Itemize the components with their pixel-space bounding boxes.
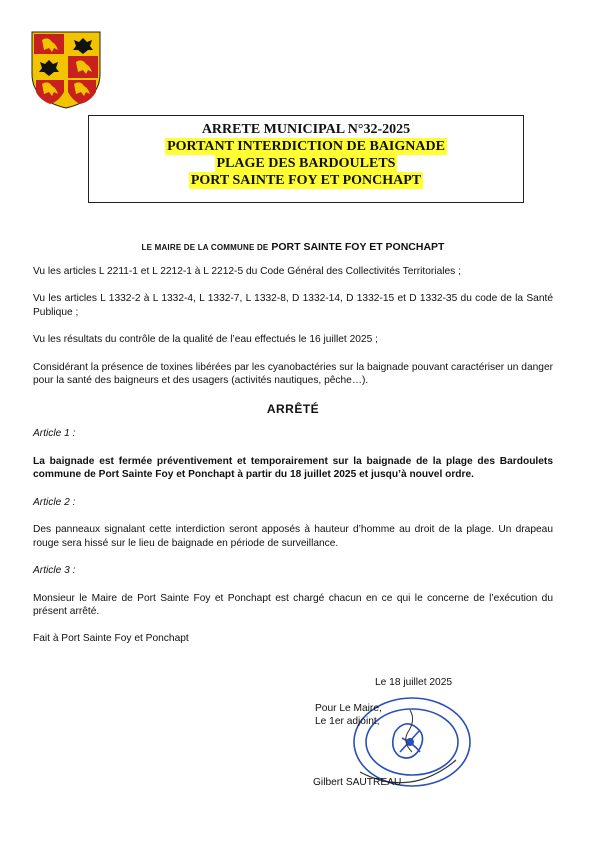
decree-commune: PORT SAINTE FOY ET PONCHAPT — [190, 173, 422, 188]
signature-date: Le 18 juillet 2025 — [375, 677, 453, 688]
signatory-name: Gilbert SAUTREAU — [313, 777, 402, 788]
deputy-role: Le 1er adjoint, — [315, 716, 380, 728]
article-1-label: Article 1 : — [33, 428, 76, 440]
for-mayor-label: Pour Le Maire, — [315, 703, 382, 714]
coat-of-arms — [30, 30, 102, 110]
decision-heading: ARRÊTÉ — [266, 401, 320, 416]
legal-basis-2: Vu les articles L 1332-2 à L 1332-4, L 1332-7, L 1332-8, D 1332-14, D 1332-15 et D 1332-35 du code de la Santé Publique ; — [33, 293, 553, 318]
legal-basis-1: Vu les articles L 2211-1 et L 2212-1 à L 2212-5 du Code Général des Collectivités Territoriales ; — [33, 265, 461, 277]
consideration: Considérant la présence de toxines libérées par les cyanobactéries sur la baignade pouvant caractériser un danger pour la santé des baigneurs et des usagers (activités nautiques, pêche…). — [33, 361, 553, 387]
legal-basis-3: Vu les résultats du contrôle de la qualité de l’eau effectués le 16 juillet 2025 ; — [33, 334, 378, 346]
mayor-heading: LE MAIRE DE LA COMMUNE DE PORT SAINTE FOY ET PONCHAPT — [141, 241, 445, 253]
article-2-text: Des panneaux signalant cette interdiction seront apposés à hauteur d’homme au droit de la plage. Un drapeau rouge sera hissé sur le lieu de baignade en période de surveillance. — [33, 524, 553, 549]
decree-number: ARRETE MUNICIPAL N°32-2025 — [201, 122, 411, 137]
place-of-signature: Fait à Port Sainte Foy et Ponchapt — [33, 633, 189, 645]
decree-subject: PORTANT INTERDICTION DE BAIGNADE — [167, 139, 445, 154]
article-3-text: Monsieur le Maire de Port Sainte Foy et Ponchapt est chargé chacun en ce qui le concerne de l’exécution du présent arrêté. — [33, 592, 553, 618]
article-2-label: Article 2 : — [33, 496, 76, 508]
article-1-text: La baignade est fermée préventivement et temporairement sur la baignade de la plage des Bardoulets commune de Port Sainte Foy et Ponchapt à partir du 18 juillet 2025 et jusqu’à nouvel ordre. — [33, 455, 553, 481]
signature-block — [315, 702, 382, 728]
decree-location: PLAGE DES BARDOULETS — [216, 156, 396, 171]
decree-body — [33, 241, 553, 646]
article-3-label: Article 3 : — [33, 565, 76, 577]
decree-title-box — [88, 115, 524, 203]
